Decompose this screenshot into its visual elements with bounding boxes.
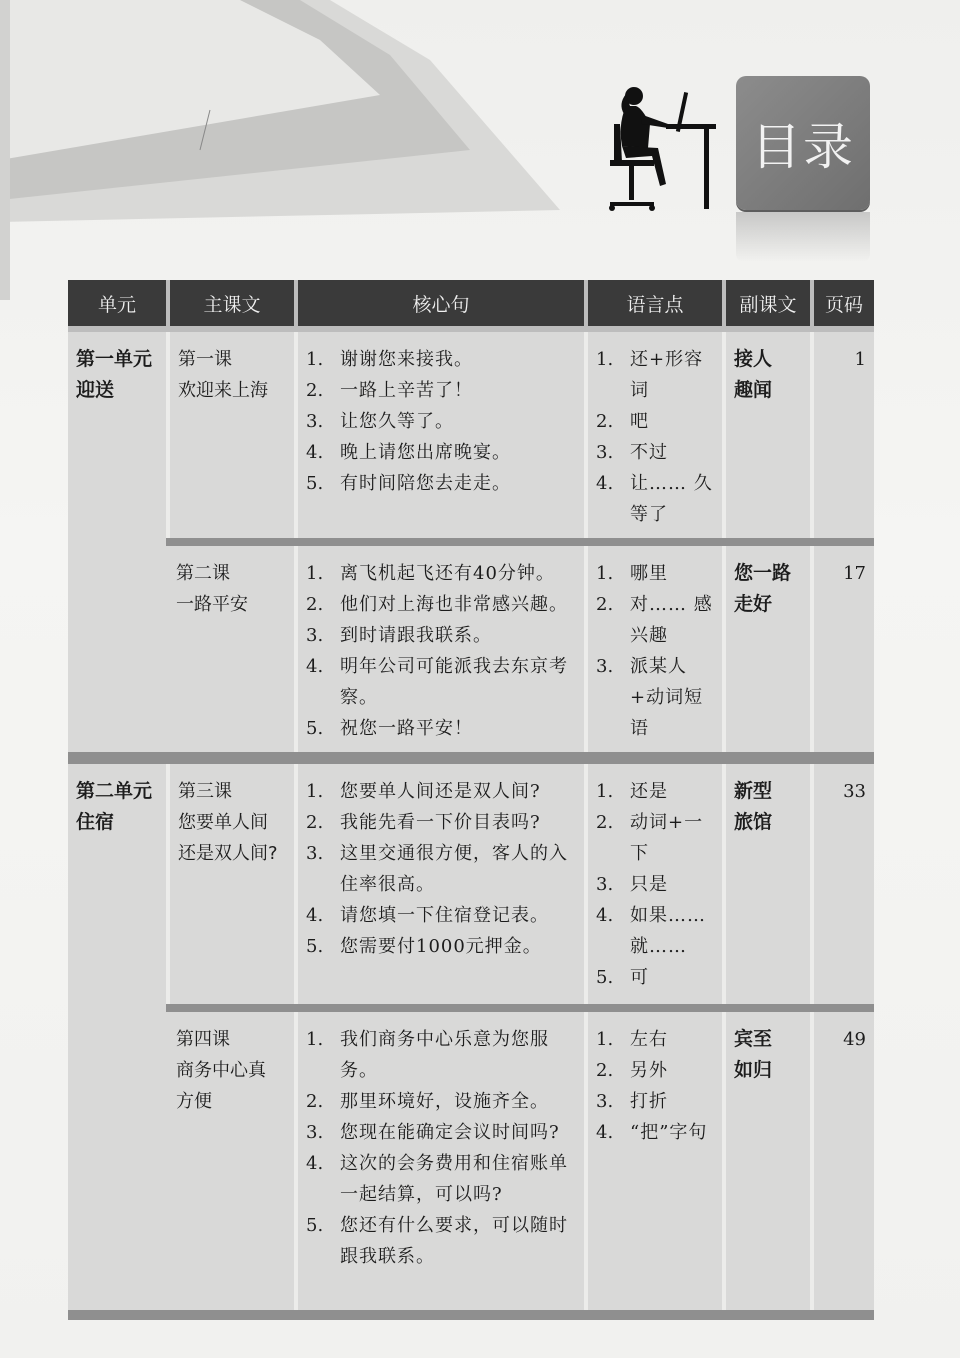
- column-header-core-sentences: 核心句: [296, 280, 586, 329]
- lesson-cell: [168, 329, 296, 542]
- point-text: 如果……就……: [630, 905, 706, 957]
- unit-name: 住宿: [76, 811, 115, 833]
- page-number: 33: [812, 764, 874, 1008]
- table-row: [68, 1008, 874, 1310]
- list-item: 5. 祝您一路平安！: [306, 713, 576, 744]
- column-header-language-points: 语言点: [586, 280, 724, 329]
- point-text: 派某人+动词短语: [630, 656, 704, 739]
- sub-text-cell: [724, 1008, 812, 1310]
- sub-text-line: 宾至: [734, 1028, 773, 1050]
- point-text: 可: [630, 967, 649, 988]
- lesson-name: 您要单人间: [178, 812, 268, 833]
- list-item: 3. 到时请跟我联系。: [306, 620, 576, 651]
- unit-cell: [68, 764, 168, 1310]
- list-item: 1. 哪里: [596, 558, 714, 589]
- sentence-text: 让您久等了。: [340, 411, 454, 432]
- core-sentences-cell: [296, 542, 586, 752]
- core-sentences-cell: [296, 329, 586, 542]
- list-item: 4. “把”字句: [596, 1117, 714, 1148]
- point-text: 哪里: [630, 563, 668, 584]
- sentence-text: 您需要付1000元押金。: [340, 936, 542, 957]
- sentence-text: 您现在能确定会议时间吗?: [340, 1122, 560, 1143]
- list-item: 3. 只是: [596, 869, 714, 900]
- page-number: 1: [812, 329, 874, 542]
- list-item: 1. 我们商务中心乐意为您服务。: [306, 1024, 576, 1086]
- sub-text-line: 走好: [734, 593, 773, 615]
- column-header-sub-text: 副课文: [724, 280, 812, 329]
- list-item: 4. 请您填一下住宿登记表。: [306, 900, 576, 931]
- list-item: 2. 他们对上海也非常感兴趣。: [306, 589, 576, 620]
- lesson-number: 第二课: [176, 563, 230, 584]
- point-text: 吧: [630, 411, 649, 432]
- table-bottom-bar: [68, 1310, 874, 1320]
- sentence-text: 请您填一下住宿登记表。: [340, 905, 549, 926]
- sentence-text: 那里环境好，设施齐全。: [340, 1091, 549, 1112]
- sentence-text: 明年公司可能派我去东京考察。: [340, 656, 568, 708]
- list-item: 1. 离飞机起飞还有40分钟。: [306, 558, 576, 589]
- list-item: 4. 明年公司可能派我去东京考察。: [306, 651, 576, 713]
- page-number: 17: [812, 542, 874, 752]
- column-header-page: 页码: [812, 280, 874, 329]
- list-item: 3. 不过: [596, 437, 714, 468]
- column-header-main-text: 主课文: [168, 280, 296, 329]
- sentence-text: 有时间陪您去走走。: [340, 473, 511, 494]
- list-item: 3. 让您久等了。: [306, 406, 576, 437]
- sentence-text: 祝您一路平安！: [340, 718, 473, 739]
- lesson-number: 第四课: [176, 1029, 230, 1050]
- sentence-text: 您要单人间还是双人间?: [340, 781, 541, 802]
- lesson-cell: [168, 542, 296, 752]
- page-number: 49: [812, 1008, 874, 1310]
- table-row: [68, 329, 874, 542]
- list-item: 2. 吧: [596, 406, 714, 437]
- lesson-number: 第一课: [178, 349, 232, 370]
- list-item: 4. 让…… 久等了: [596, 468, 714, 530]
- lesson-name: 欢迎来上海: [178, 380, 268, 401]
- woman-at-computer-silhouette-icon: [596, 84, 726, 214]
- list-item: 1. 谢谢您来接我。: [306, 344, 576, 375]
- language-points-cell: [586, 1008, 724, 1310]
- unit-separator: [68, 752, 874, 764]
- unit-name: 迎送: [76, 379, 115, 401]
- sub-text-line: 如归: [734, 1059, 773, 1081]
- sentence-text: 一路上辛苦了！: [340, 380, 473, 401]
- table-row: [68, 764, 874, 1008]
- list-item: 2. 一路上辛苦了！: [306, 375, 576, 406]
- list-item: 4. 这次的会务费用和住宿账单一起结算，可以吗?: [306, 1148, 576, 1210]
- point-text: “把”字句: [630, 1122, 708, 1143]
- list-item: 1. 还+形容词: [596, 344, 714, 406]
- sentence-text: 离飞机起飞还有40分钟。: [340, 563, 555, 584]
- sub-text-line: 接人: [734, 348, 773, 370]
- lesson-cell: [168, 1008, 296, 1310]
- sentence-text: 他们对上海也非常感兴趣。: [340, 594, 568, 615]
- list-item: 5. 可: [596, 962, 714, 993]
- language-points-cell: [586, 764, 724, 1008]
- unit-number: 第一单元: [76, 348, 153, 370]
- sentence-text: 谢谢您来接我。: [340, 349, 473, 370]
- sub-text-line: 旅馆: [734, 811, 773, 833]
- list-item: 4. 如果……就……: [596, 900, 714, 962]
- header-row: [68, 280, 874, 329]
- point-text: 另外: [630, 1060, 668, 1081]
- language-points-cell: [586, 329, 724, 542]
- point-text: 对…… 感兴趣: [630, 594, 713, 646]
- column-header-unit: 单元: [68, 280, 168, 329]
- lesson-name: 一路平安: [176, 594, 248, 615]
- table-row: [68, 542, 874, 752]
- language-points-cell: [586, 542, 724, 752]
- lesson-name: 还是双人间?: [178, 843, 278, 864]
- list-item: 3. 这里交通很方便，客人的入住率很高。: [306, 838, 576, 900]
- sentence-text: 这次的会务费用和住宿账单一起结算，可以吗?: [340, 1153, 568, 1205]
- contents-title-box: [736, 76, 870, 210]
- lesson-name: 方便: [176, 1091, 212, 1112]
- point-text: 还是: [630, 781, 668, 802]
- list-item: 1. 左右: [596, 1024, 714, 1055]
- lesson-cell: [168, 764, 296, 1008]
- unit-number: 第二单元: [76, 780, 153, 802]
- sentence-text: 这里交通很方便，客人的入住率很高。: [340, 843, 568, 895]
- point-text: 只是: [630, 874, 668, 895]
- sub-text-line: 趣闻: [734, 379, 773, 401]
- list-item: 1. 您要单人间还是双人间?: [306, 776, 576, 807]
- list-item: 2. 对…… 感兴趣: [596, 589, 714, 651]
- core-sentences-cell: [296, 764, 586, 1008]
- list-item: 3. 您现在能确定会议时间吗?: [306, 1117, 576, 1148]
- sentence-text: 我能先看一下价目表吗?: [340, 812, 541, 833]
- page-title: 目录: [751, 118, 855, 176]
- list-item: 5. 您还有什么要求，可以随时跟我联系。: [306, 1210, 576, 1272]
- sentence-text: 您还有什么要求，可以随时跟我联系。: [340, 1215, 568, 1267]
- list-item: 3. 打折: [596, 1086, 714, 1117]
- point-text: 动词+一下: [630, 812, 704, 864]
- sub-text-cell: [724, 542, 812, 752]
- list-item: 2. 我能先看一下价目表吗?: [306, 807, 576, 838]
- table-of-contents: [68, 280, 874, 1320]
- lesson-number: 第三课: [178, 781, 232, 802]
- sentence-text: 我们商务中心乐意为您服务。: [340, 1029, 549, 1081]
- sentence-text: 晚上请您出席晚宴。: [340, 442, 511, 463]
- core-sentences-cell: [296, 1008, 586, 1310]
- sub-text-cell: [724, 764, 812, 1008]
- sub-text-line: 您一路: [734, 562, 792, 584]
- point-text: 左右: [630, 1029, 668, 1050]
- title-box-reflection: [736, 212, 870, 262]
- list-item: 5. 您需要付1000元押金。: [306, 931, 576, 962]
- list-item: 1. 还是: [596, 776, 714, 807]
- sub-text-line: 新型: [734, 780, 773, 802]
- list-item: 2. 那里环境好，设施齐全。: [306, 1086, 576, 1117]
- list-item: 4. 晚上请您出席晚宴。: [306, 437, 576, 468]
- sub-text-cell: [724, 329, 812, 542]
- sentence-text: 到时请跟我联系。: [340, 625, 492, 646]
- list-item: 2. 另外: [596, 1055, 714, 1086]
- point-text: 还+形容词: [630, 349, 704, 401]
- list-item: 2. 动词+一下: [596, 807, 714, 869]
- unit-cell: [68, 329, 168, 752]
- list-item: 3. 派某人+动词短语: [596, 651, 714, 744]
- point-text: 不过: [630, 442, 668, 463]
- lesson-name: 商务中心真: [176, 1060, 266, 1081]
- point-text: 让…… 久等了: [630, 473, 713, 525]
- list-item: 5. 有时间陪您去走走。: [306, 468, 576, 499]
- point-text: 打折: [630, 1091, 668, 1112]
